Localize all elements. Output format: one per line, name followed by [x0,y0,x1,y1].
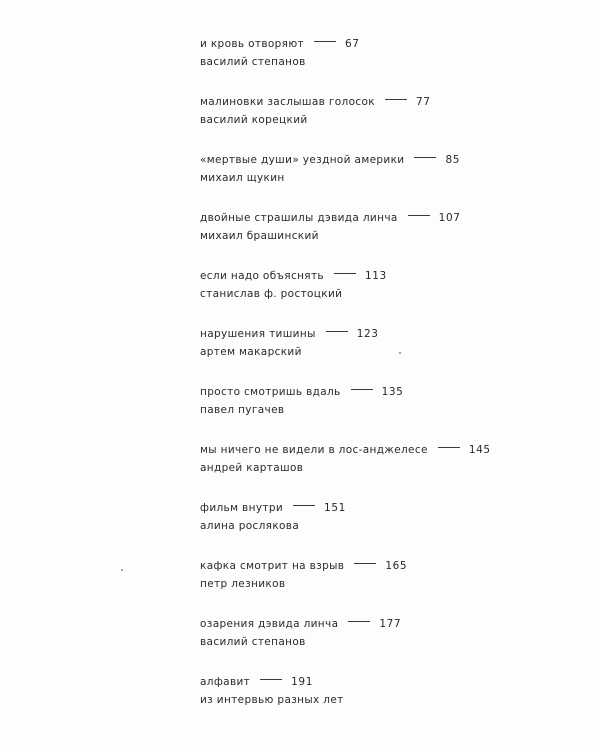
toc-entry [200,212,580,270]
toc-entry-title-row [200,444,580,457]
dash-leader [351,389,373,390]
dash-leader [438,447,460,448]
toc-entry-page-number: 177 [379,618,402,631]
toc-entry [200,328,580,386]
toc-entry-page-number: 151 [324,502,346,515]
toc-entry-author: михаил брашинский [200,230,319,242]
toc-entry-page-number: 145 [468,444,491,457]
toc-entry [200,502,580,560]
toc-entry-page-number: 113 [364,270,387,283]
toc-entry-page-number: 85 [445,154,461,167]
toc-entry-title-row [200,560,580,573]
dash-leader [354,563,376,564]
toc-entry-title-row [200,212,580,225]
toc-entry-title-row [200,386,580,399]
dash-leader [314,41,336,42]
toc-entry-title-row [200,502,580,515]
toc-entry-title-row [200,38,580,51]
toc-entry-author: василий степанов [200,56,306,68]
toc-entry-page-number: 165 [385,560,408,573]
dash-leader [326,331,348,332]
table-of-contents [200,38,580,734]
toc-entry-author: павел пугачев [200,404,285,416]
toc-entry-author: петр лезников [200,578,286,590]
dash-leader [348,621,370,622]
toc-entry-title: озарения дэвида линча [200,618,339,631]
dash-leader [334,273,356,274]
toc-entry-page-number: 135 [381,386,404,399]
toc-entry-title: двойные страшилы дэвида линча [200,212,398,225]
toc-entry-title: нарушения тишины [200,328,316,341]
toc-entry-title-row [200,618,580,631]
dash-leader [260,679,282,680]
toc-entry-title: малиновки заслышав голосок [200,96,375,109]
toc-entry-title: кафка смотрит на взрыв [200,560,345,573]
dash-leader [293,505,315,506]
dash-leader [408,215,430,216]
toc-entry-page-number: 67 [345,38,360,51]
toc-entry-author: из интервью разных лет [200,694,344,706]
toc-entry-page-number: 107 [438,212,461,225]
toc-entry-title: алфавит [200,676,251,689]
toc-entry-author: василий степанов [200,636,306,648]
toc-entry-page-number: 123 [356,328,379,341]
toc-entry-title: фильм внутри [200,502,284,515]
toc-entry [200,676,580,734]
toc-entry-author: василий корецкий [200,114,308,126]
toc-entry-page-number: 77 [415,96,431,109]
toc-entry [200,154,580,212]
toc-entry-title: если надо объяснять [200,270,324,283]
toc-entry [200,560,580,618]
toc-entry-title: и кровь отворяют [200,38,304,51]
toc-entry-title: «мертвые души» уездной америки [200,154,405,167]
toc-entry [200,386,580,444]
toc-entry-title-row [200,270,580,283]
dash-leader [385,99,407,100]
toc-entry [200,444,580,502]
toc-entry-author: алина рослякова [200,520,300,532]
toc-entry [200,618,580,676]
paper-speck [399,352,401,354]
toc-entry-title-row [200,328,580,341]
paper-speck [121,569,123,571]
toc-entry [200,96,580,154]
toc-entry-title-row [200,154,580,167]
toc-entry [200,270,580,328]
dash-leader [414,157,436,158]
toc-entry-title-row [200,96,580,109]
toc-entry-title: мы ничего не видели в лос-анджелесе [200,444,428,457]
toc-entry-page-number: 191 [291,676,313,689]
toc-entry-author: михаил щукин [200,172,285,184]
toc-entry-author: станислав ф. ростоцкий [200,288,343,300]
toc-entry-author: артем макарский [200,346,302,358]
toc-entry-title-row [200,676,580,689]
toc-entry [200,38,580,96]
toc-entry-title: просто смотришь вдаль [200,386,341,399]
toc-entry-author: андрей карташов [200,462,304,474]
